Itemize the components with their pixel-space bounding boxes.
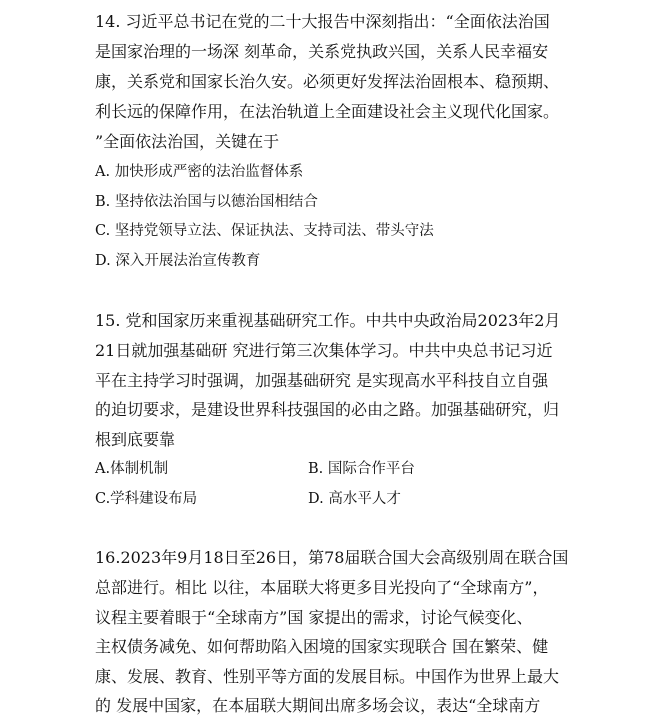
q15-stem-line-1: 15. 党和国家历来重视基础研究工作。中共中央政治局2023年2月 (95, 311, 561, 330)
q15-stem-line-3: 平在主持学习时强调，加强基础研究 是实现高水平科技自立自强 (95, 371, 549, 390)
q14-stem-line-1: 14. 习近平总书记在党的二十大报告中深刻指出：“全面依法治国 (95, 12, 550, 31)
q16-stem-line-4: 主权债务减免、如何帮助陷入困境的国家实现联合 国在繁荣、健 (95, 637, 549, 656)
q15-stem-line-5: 根到底要靠 (95, 430, 176, 449)
q16-stem-line-2: 总部进行。相比 以往，本届联大将更多目光投向了“全球南方”， (95, 578, 549, 597)
q15-option-c: C.学科建设布局 (95, 491, 198, 507)
q14-stem-line-2: 是国家治理的一场深 刻革命，关系党执政兴国，关系人民幸福安 (95, 42, 549, 61)
q14-option-c: C. 坚持党领导立法、保证执法、支持司法、带头守法 (95, 223, 434, 239)
q14-option-a: A. 加快形成严密的法治监督体系 (95, 164, 304, 180)
q15-option-a: A.体制机制 (95, 461, 169, 477)
q14-option-b: B. 坚持依法治国与以德治国相结合 (95, 194, 318, 210)
q15-stem-line-2: 21日就加强基础研 究进行第三次集体学习。中共中央总书记习近 (95, 341, 553, 360)
q14-option-d: D. 深入开展法治宣传教育 (95, 253, 261, 269)
q15-option-d: D. 高水平人才 (308, 491, 401, 507)
q16-stem-line-6: 的 发展中国家，在本届联大期间出席多场会议，表达“全球南方 (95, 696, 541, 715)
q15-option-b: B. 国际合作平台 (308, 461, 415, 477)
q15-stem-line-4: 的迫切要求，是建设世界科技强国的必由之路。加强基础研究，归 (95, 400, 560, 419)
q16-stem-line-1: 16.2023年9月18日至26日，第78届联合国大会高级别周在联合国 (95, 548, 569, 567)
q14-stem-line-4: 利长远的保障作用，在法治轨道上全面建设社会主义现代化国家。 (95, 102, 560, 121)
q16-stem-line-5: 康、发展、教育、性别平等方面的发展目标。中国作为世界上最大 (95, 667, 560, 686)
q16-stem-line-3: 议程主要着眼于“全球南方”国 家提出的需求，讨论气候变化、 (95, 608, 533, 627)
q14-stem-line-5: ”全面依法治国，关键在于 (95, 132, 280, 151)
q14-stem-line-3: 康，关系党和国家长治久安。必须更好发挥法治固根本、稳预期、 (95, 72, 560, 91)
